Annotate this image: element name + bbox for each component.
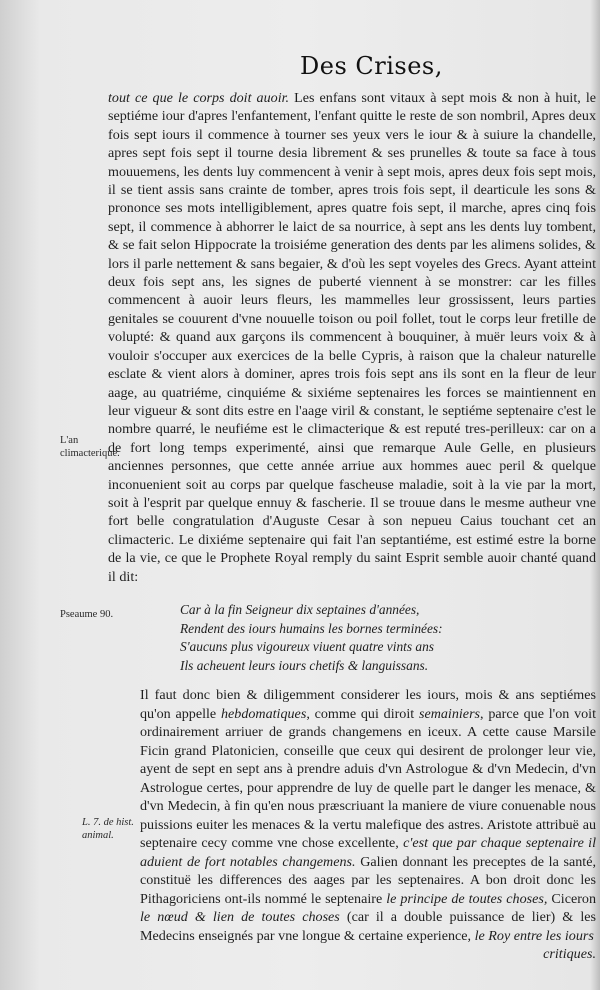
p2-last-line: critiques.: [543, 946, 596, 962]
verse-line-3: S'aucuns plus vigoureux viuent quatre vints ans: [180, 639, 435, 654]
p2-seg-c: , parce que l'on voit ordinairement arriuer de grands changemens en iceux. A cette cause Marsile Ficin grand Platonicien, conseille que ceux qui desirent de prolonger leur vie, ayent de sept en sept ans à prendre aduis d'vn Astrologue & d'vn Medecin, d'vn Astrologue certes, pour apprendre de luy de quelle part le danger les menace, & d'vn Medecin, à fin qu'en nous præscriuant la maniere de viure conuenable nous puissions euiter les menaces & la vertu malefique des astres. Aristote attribuë au septenaire cecy comme vne chose excellente,: [140, 705, 596, 851]
margin-note-climacteric: L'an climacterique.: [60, 435, 120, 459]
main-paragraph: [108, 89, 596, 586]
paragraph-1: [108, 89, 596, 586]
p2-italic-5: le nœud & lien de toutes choses: [140, 909, 340, 925]
paragraph-1-lead: tout ce que le corps doit auoir.: [108, 90, 290, 106]
p2-italic-2: semainiers: [418, 705, 481, 722]
p2-seg-f: (car il a double puissance de lier) & les Medecins enseignés par vne longue & certaine experience,: [140, 909, 596, 944]
verse-line-4: Ils acheuent leurs iours chetifs & languissans.: [180, 657, 429, 673]
paragraph-1-body: Les enfans sont vitaux à sept mois & non à huit, le septiéme iour d'apres l'enfantement, l'enfant quitte le reste de son nombril, Apres deux fois sept iours il commence à tourner ses yeux vers le iour & à suiure la chandelle, apres sept fois sept il tourne desia librement & ses prunelles & toute sa face à tous mouuemens, les dents luy commencent à venir à sept mois, apres deux fois sept mois, il se tient assis sans crainte de tomber, apres trois fois sept, il dearticule les sons & prononce ses mots intelligiblement, apres quatre fois sept, il marche, apres cinq fois sept, il commence à abhorrer le laict de sa nourrice, à sept ans les dents luy tombent, & se fait selon Hippocrate la troisiéme generation des dents par les alimens solides, & lors il parle nettement & sans begaier, & d'où les sept voyeles des Grecs. Ayant atteint deux fois sept ans, les signes de puberté viennent à se monstrer: car les filles commencent à auoir leurs fleurs, les mammelles leur grossissent, leurs parties genitales se couurent d'vne nouuelle toison ou poil follet, tout le corps leur fretille de volupté: & quand aux garçons ils commencent à bouquiner, à muër leurs voix & à vouloir s'occuper aux exercices de la belle Cypris, à raison que la chaleur naturelle esclate & vient alors à dominer, apres trois fois sept ans ils sont en la fleur de leur aage, au quatriéme, cinquiéme & sixiéme septenaires les forces se maintiennent en leur vigueur & sont dits estre en l'aage viril & constant, le septiéme septenaire c'est le nombre quarré, le neufiéme est le climacterique & est reputé tres-perilleux: car on a de fort long temps experimenté, ainsi que remarque Aule Gelle, en plusieurs anciennes personnes, que cette année arriue aux hommes auec peril & quelque inconuenient soit au corps par quelque fascheuse maladie, soit à la vie par la mort, soit à l'esprit par quelque ennuy & fascherie. Il se trouue dans le mesme autheur vne fort belle congratulation d'Auguste Cesar à son nepueu Caius touchant cet an climacteric. Le dixiéme septenaire qui fait l'an septantiéme, est estimé estre la borne de la vie, ce que le Prophete Royal remply du saint Esprit semble auoir chanté quand il dit:: [108, 90, 596, 585]
p2-italic-1: hebdomatiques: [220, 705, 307, 722]
p2-seg-e: Ciceron: [547, 890, 596, 907]
p2-seg-b: , comme qui diroit: [306, 705, 419, 722]
p2-italic-3: c'est que par chaque septenaire il aduient de fort notables changemens.: [140, 835, 596, 870]
p2-seg-d: Galien donnant les preceptes de la santé, constituë les differences des aages par les septenaires. A bon droit donc les Pithagoriciens ont-ils nommé le septenaire: [140, 853, 596, 907]
margin-note-psalm: Pseaume 90.: [60, 609, 114, 620]
second-paragraph: [140, 686, 596, 964]
page-title: Des Crises,: [300, 52, 443, 80]
p2-italic-6: le Roy entre les iours: [474, 927, 594, 944]
margin-note-aristotle: L. 7. de hist. animal.: [82, 817, 134, 841]
verse-line-2: Rendent des iours humains les bornes terminées:: [180, 620, 443, 636]
p2-italic-4: le principe de toutes choses,: [386, 890, 548, 907]
p2-seg-a: Il faut donc bien & diligemment considerer les iours, mois & ans septiémes qu'on appelle: [140, 687, 596, 722]
verse-line-1: Car à la fin Seigneur dix septaines d'années,: [180, 602, 420, 617]
psalm-verse: [180, 601, 600, 675]
